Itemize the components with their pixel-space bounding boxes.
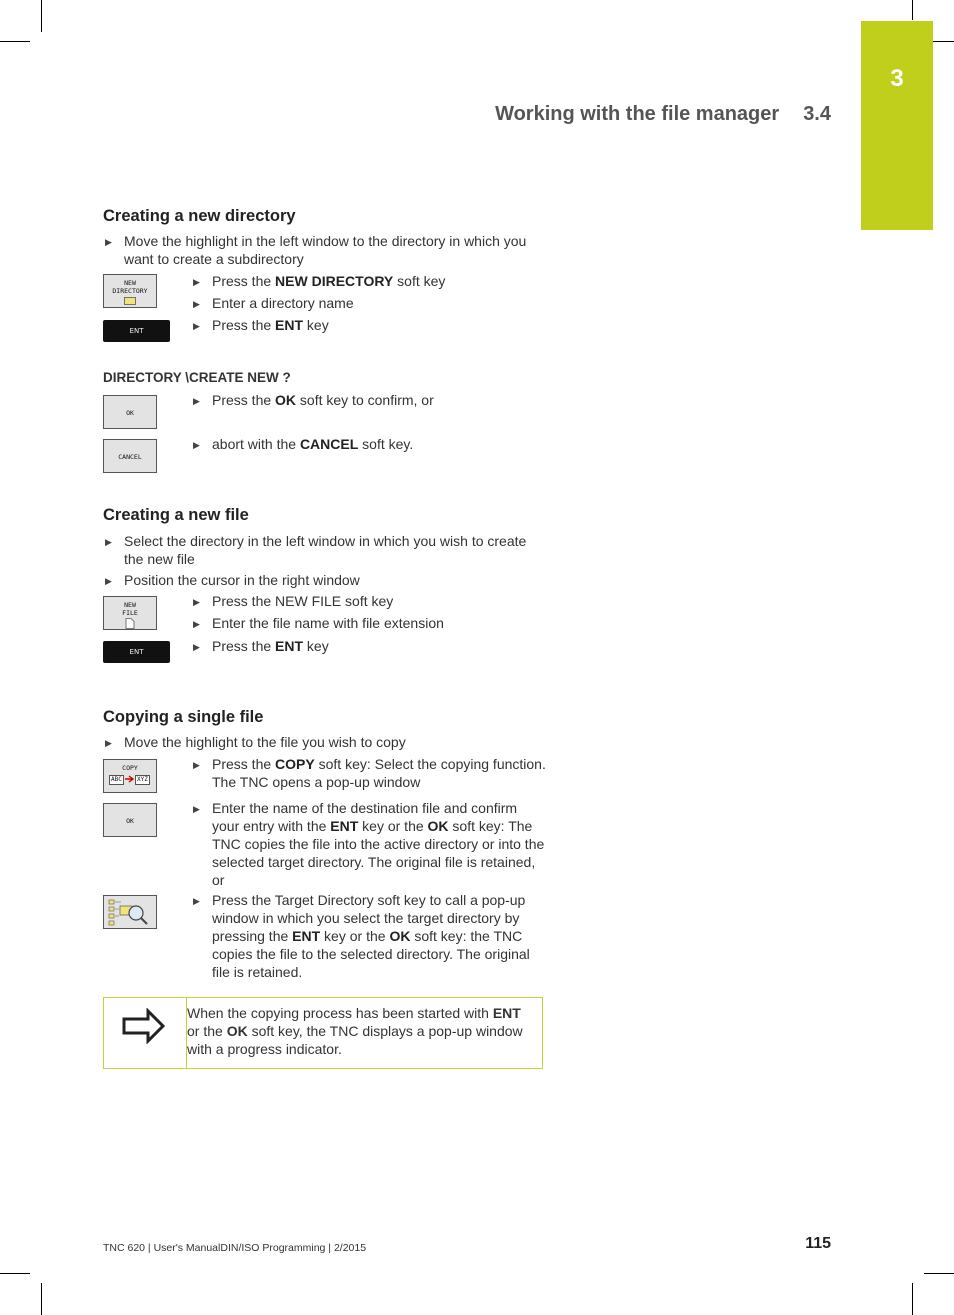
header-section: 3.4 <box>803 103 831 125</box>
arrow-right-icon <box>125 775 135 783</box>
list-item: ▶ Position the cursor in the right window <box>105 572 360 588</box>
target-directory-softkey[interactable] <box>103 895 157 929</box>
triangle-bullet-icon: ▶ <box>193 619 200 629</box>
triangle-bullet-icon: ▶ <box>105 738 112 748</box>
note-box <box>103 997 543 1069</box>
page-header <box>495 103 831 126</box>
triangle-bullet-icon: ▶ <box>193 440 200 450</box>
note-text: When the copying process has been started with ENT or the OK soft key, the TNC displays a pop-up window with a progress indicator. <box>187 1005 523 1057</box>
section-heading-new-directory: Creating a new directory <box>103 207 296 225</box>
header-title: Working with the file manager <box>495 103 780 125</box>
list-item: ▶ Press the OK soft key to confirm, or <box>193 392 434 408</box>
ent-key[interactable]: ENT <box>103 641 170 663</box>
source-file-label: ABC <box>111 776 122 783</box>
file-icon <box>125 618 135 629</box>
ok-softkey[interactable]: OK <box>103 395 157 429</box>
triangle-bullet-icon: ▶ <box>105 537 112 547</box>
cancel-softkey[interactable]: CANCEL <box>103 439 157 473</box>
ent-key[interactable]: ENT <box>103 320 170 342</box>
triangle-bullet-icon: ▶ <box>193 760 200 770</box>
list-item: ▶ abort with the CANCEL soft key. <box>193 436 414 452</box>
list-item: ▶ Enter the file name with file extension <box>193 615 444 631</box>
list-item: ▶ Enter a directory name <box>193 295 354 311</box>
triangle-bullet-icon: ▶ <box>193 396 200 406</box>
crop-mark <box>0 1273 30 1274</box>
list-item: ▶ Move the highlight in the left window to the directory in which you want to create a subdirectory <box>105 233 527 267</box>
note-icon-cell <box>104 998 187 1068</box>
list-item: ▶ Press the ENT key <box>193 638 329 654</box>
copy-softkey[interactable]: COPY ABC XYZ <box>103 759 157 793</box>
list-item: ▶ Press the Target Directory soft key to call a pop-up window in which you select the target directory by pressing the ENT key or the OK soft key: the TNC copies the file to the selected directory. The original file is retained. <box>193 892 530 980</box>
triangle-bullet-icon: ▶ <box>193 642 200 652</box>
folder-icon <box>124 296 136 305</box>
hint-arrow-icon <box>122 1008 166 1044</box>
triangle-bullet-icon: ▶ <box>105 576 112 586</box>
list-item: ▶ Press the COPY soft key: Select the copying function. The TNC opens a pop-up window <box>193 756 546 790</box>
section-heading-copy-file: Copying a single file <box>103 708 264 726</box>
triangle-bullet-icon: ▶ <box>193 804 200 814</box>
list-item: ▶ Select the directory in the left window in which you wish to create the new file <box>105 533 527 567</box>
target-file-label: XYZ <box>137 776 148 783</box>
directory-search-icon <box>105 897 155 927</box>
footer-text: TNC 620 | User's ManualDIN/ISO Programming | 2/2015 <box>103 1242 367 1254</box>
chapter-number: 3 <box>890 65 904 92</box>
triangle-bullet-icon: ▶ <box>105 237 112 247</box>
list-item: ▶ Press the NEW FILE soft key <box>193 593 394 609</box>
triangle-bullet-icon: ▶ <box>193 299 200 309</box>
crop-mark <box>0 41 30 42</box>
ok-softkey[interactable]: OK <box>103 803 157 837</box>
crop-mark <box>912 1283 913 1315</box>
crop-mark <box>912 0 913 20</box>
dialog-prompt: DIRECTORY \CREATE NEW ? <box>103 370 291 385</box>
new-file-softkey[interactable]: NEW FILE <box>103 596 157 630</box>
list-item: ▶ Press the NEW DIRECTORY soft key <box>193 273 446 289</box>
list-item: ▶ Press the ENT key <box>193 317 329 333</box>
triangle-bullet-icon: ▶ <box>193 597 200 607</box>
list-item: ▶ Move the highlight to the file you wish to copy <box>105 734 406 750</box>
list-item: ▶ Enter the name of the destination file and confirm your entry with the ENT key or the OK soft key: The TNC copies the file into the active directory or into the selected target directory. The original file is retained, or <box>193 800 545 888</box>
triangle-bullet-icon: ▶ <box>193 277 200 287</box>
chapter-tab <box>861 21 933 230</box>
crop-mark <box>924 1273 954 1274</box>
triangle-bullet-icon: ▶ <box>193 321 200 331</box>
section-heading-new-file: Creating a new file <box>103 506 249 524</box>
new-directory-softkey[interactable]: NEW DIRECTORY <box>103 274 157 308</box>
crop-mark <box>41 0 42 32</box>
crop-mark <box>41 1283 42 1315</box>
page-number: 115 <box>805 1235 831 1252</box>
triangle-bullet-icon: ▶ <box>193 896 200 906</box>
